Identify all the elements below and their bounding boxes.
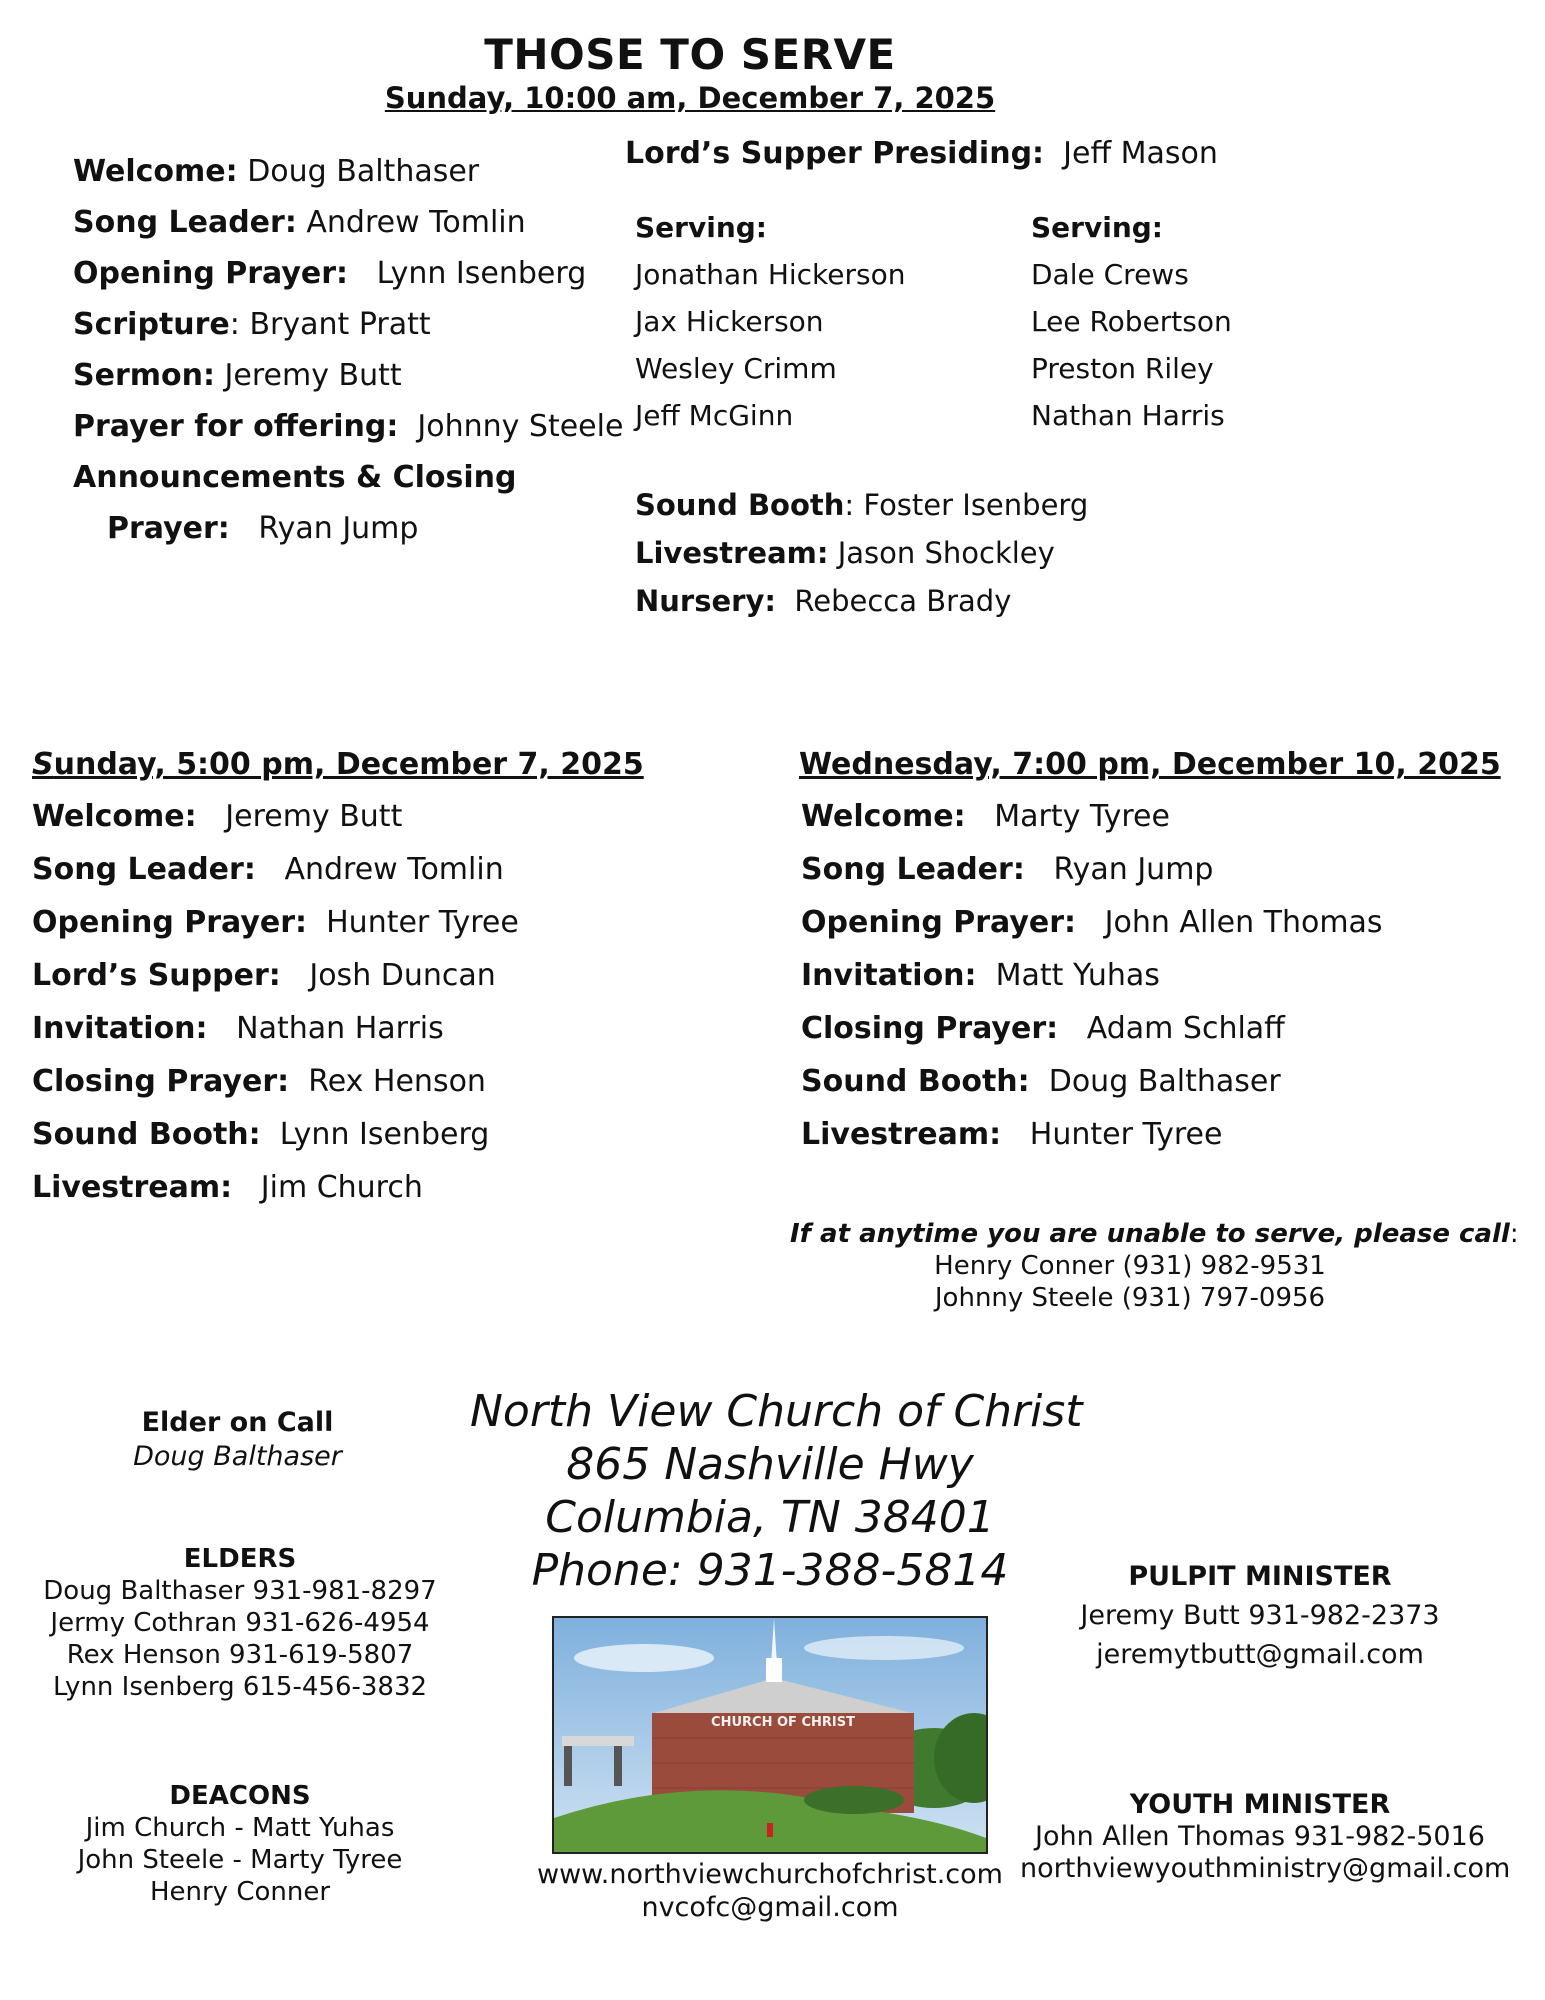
list-item: Jeff McGinn <box>635 399 794 432</box>
list-item: Preston Riley <box>1031 352 1214 385</box>
evening-section <box>32 738 644 1214</box>
church-street: 865 Nashville Hwy <box>566 1439 974 1490</box>
pulpit-email[interactable]: jeremytbutt@gmail.com <box>1096 1639 1424 1670</box>
evening-row: Welcome: Jeremy Butt <box>32 799 403 834</box>
list-item: John Steele - Marty Tyree <box>77 1845 403 1875</box>
page-subtitle: Sunday, 10:00 am, December 7, 2025 <box>384 81 996 115</box>
morning-row: Prayer: Ryan Jump <box>107 511 419 546</box>
contact-line: Henry Conner (931) 982-9531 <box>934 1251 1326 1281</box>
evening-row: Song Leader: Andrew Tomlin <box>32 852 504 887</box>
list-item: Henry Conner <box>149 1877 331 1907</box>
list-item: Lee Robertson <box>1031 305 1232 338</box>
morning-row: Scripture: Bryant Pratt <box>73 307 431 342</box>
wednesday-heading: Wednesday, 7:00 pm, December 10, 2025 <box>799 747 1501 782</box>
deacons-heading: DEACONS <box>169 1781 311 1811</box>
youth-email[interactable]: northviewyouthministry@gmail.com <box>1020 1853 1511 1884</box>
list-item: Wesley Crimm <box>635 352 837 385</box>
list-item: Rex Henson 931-619-5807 <box>66 1640 414 1670</box>
evening-row: Sound Booth: Lynn Isenberg <box>32 1117 490 1152</box>
church-sign: CHURCH OF CHRIST <box>711 1715 855 1730</box>
lords-supper-presiding: Lord’s Supper Presiding: Jeff Mason <box>625 136 1218 171</box>
pulpit-heading: PULPIT MINISTER <box>1128 1561 1392 1592</box>
church-photo <box>552 1616 988 1854</box>
morning-other-list <box>635 481 1088 625</box>
page-title: THOSE TO SERVE <box>484 30 896 79</box>
youth-minister <box>1020 1789 1511 1885</box>
list-item: Jonathan Hickerson <box>635 258 906 291</box>
wednesday-row: Opening Prayer: John Allen Thomas <box>801 905 1383 940</box>
church-city: Columbia, TN 38401 <box>545 1492 995 1543</box>
pulpit-minister <box>1060 1557 1460 1674</box>
morning-row: Prayer for offering: Johnny Steele <box>73 409 624 444</box>
youth-heading: YOUTH MINISTER <box>1129 1789 1391 1820</box>
pulpit-name-phone: Jeremy Butt 931-982-2373 <box>1080 1600 1440 1631</box>
email-link[interactable]: nvcofc@gmail.com <box>641 1892 899 1923</box>
serving-col-2 <box>1031 204 1232 439</box>
wednesday-row: Welcome: Marty Tyree <box>801 799 1170 834</box>
list-item: Dale Crews <box>1031 258 1189 291</box>
serving-col-1 <box>635 204 905 439</box>
wednesday-row: Sound Booth: Doug Balthaser <box>801 1064 1281 1099</box>
evening-heading: Sunday, 5:00 pm, December 7, 2025 <box>32 747 644 782</box>
list-item: Jim Church - Matt Yuhas <box>85 1813 395 1843</box>
list-item: Doug Balthaser 931-981-8297 <box>43 1576 437 1606</box>
elders-list <box>40 1543 440 1703</box>
wednesday-row: Song Leader: Ryan Jump <box>801 852 1214 887</box>
evening-row: Opening Prayer: Hunter Tyree <box>32 905 519 940</box>
morning-row: Sermon: Jeremy Butt <box>73 358 402 393</box>
morning-row: Livestream: Jason Shockley <box>635 536 1055 570</box>
morning-row: Opening Prayer: Lynn Isenberg <box>73 256 587 291</box>
wednesday-row: Livestream: Hunter Tyree <box>801 1117 1223 1152</box>
deacons-list <box>40 1780 440 1908</box>
announcements-label: Announcements & Closing <box>73 460 517 495</box>
list-item: Jax Hickerson <box>635 305 824 338</box>
evening-row: Lord’s Supper: Josh Duncan <box>32 958 496 993</box>
wednesday-row: Closing Prayer: Adam Schlaff <box>801 1011 1285 1046</box>
serving-label: Serving: <box>1031 211 1163 244</box>
wednesday-section <box>801 738 1501 1161</box>
contact-line: Johnny Steele (931) 797-0956 <box>934 1283 1326 1313</box>
morning-left-list <box>73 146 623 554</box>
morning-row: Welcome: Doug Balthaser <box>73 154 480 189</box>
wednesday-row: Invitation: Matt Yuhas <box>801 958 1160 993</box>
evening-row: Livestream: Jim Church <box>32 1170 423 1205</box>
church-name: North View Church of Christ <box>470 1386 1083 1437</box>
elder-on-call: Elder on Call Doug Balthaser <box>133 1407 342 1472</box>
morning-row: Sound Booth: Foster Isenberg <box>635 488 1089 522</box>
serving-label: Serving: <box>635 211 767 244</box>
list-item: Jermy Cothran 931-626-4954 <box>50 1608 430 1638</box>
church-phone: Phone: 931-388-5814 <box>531 1545 1009 1596</box>
website-link[interactable]: www.northviewchurchofchrist.com <box>537 1859 1003 1890</box>
evening-row: Closing Prayer: Rex Henson <box>32 1064 486 1099</box>
evening-row: Invitation: Nathan Harris <box>32 1011 444 1046</box>
church-contact <box>530 1858 1010 1924</box>
elders-heading: ELDERS <box>183 1544 297 1574</box>
church-address <box>470 1385 1083 1597</box>
youth-name-phone: John Allen Thomas 931-982-5016 <box>1035 1821 1485 1852</box>
list-item: Lynn Isenberg 615-456-3832 <box>52 1672 428 1702</box>
list-item: Nathan Harris <box>1031 399 1225 432</box>
unable-to-serve-note: If at anytime you are unable to serve, please call: Henry Conner (931) 982-9531 Johnny Steele (931) 797-0956 <box>790 1219 1519 1313</box>
morning-row: Nursery: Rebecca Brady <box>635 584 1012 618</box>
morning-row: Song Leader: Andrew Tomlin <box>73 205 526 240</box>
